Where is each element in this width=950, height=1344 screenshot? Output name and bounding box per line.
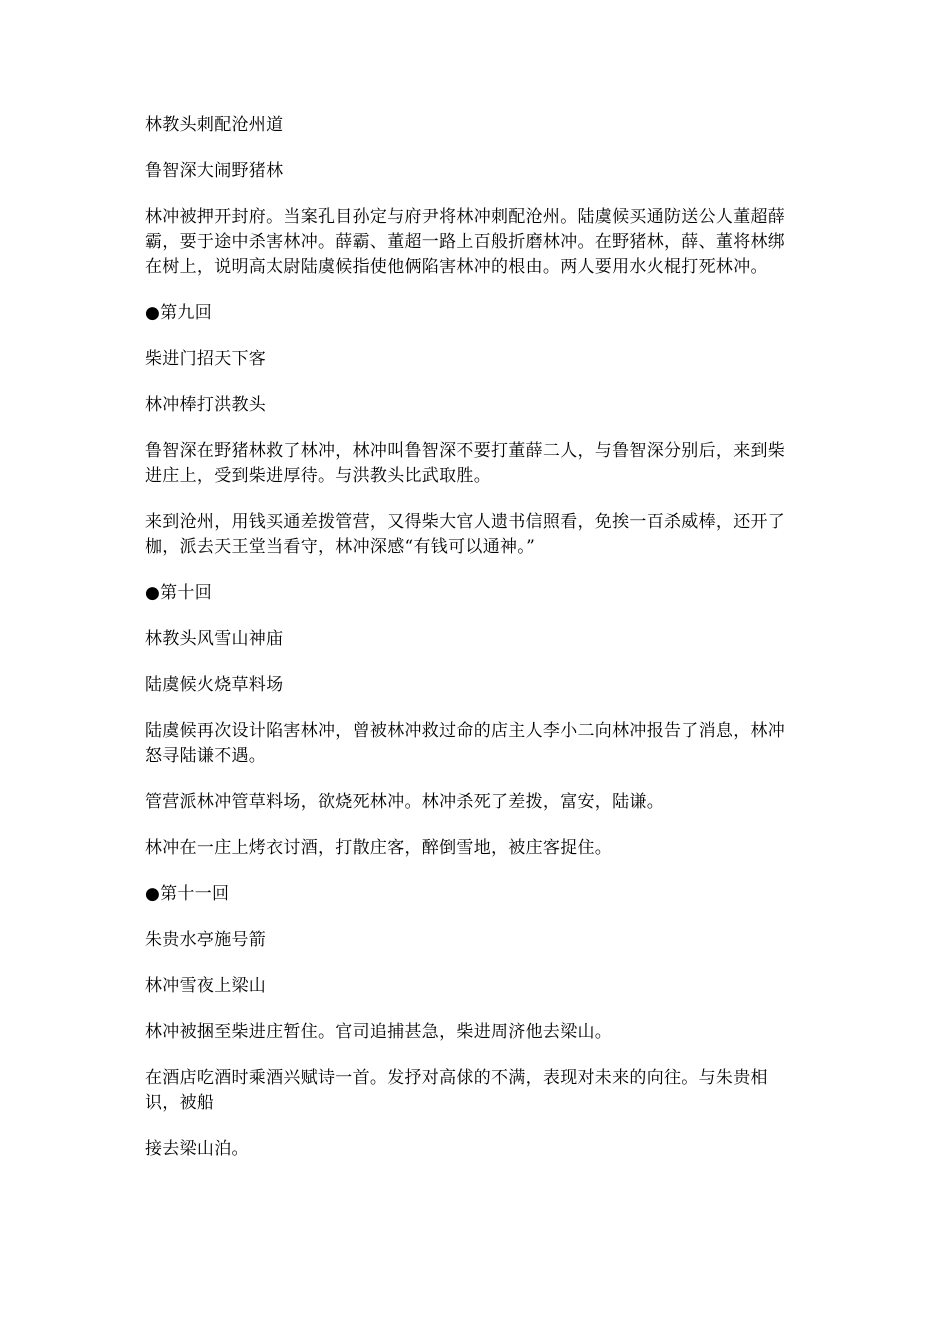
chapter-subtitle: 林冲棒打洪教头 [145, 395, 267, 415]
chapter-subtitle: 林教头刺配沧州道 [145, 115, 284, 135]
chapter-summary: 林冲被捆至柴进庄暂住。官司追捕甚急，柴进周济他去梁山。 [145, 1022, 613, 1042]
chapter-subtitle: 朱贵水亭施号箭 [145, 930, 267, 950]
chapter-heading: ●第十回 [145, 583, 213, 603]
chapter-subtitle: 柴进门招天下客 [145, 349, 267, 369]
chapter-summary: 林冲被押开封府。当案孔目孙定与府尹将林冲刺配沧州。陆虞候买通防送公人董超薛霸，要于途中杀害林冲。薛霸、董超一路上百般折磨林冲。在野猪林，薛、董将林绑在树上，说明高太尉陆虞候指使他俩陷害林冲的根由。两人要用水火棍打死林冲。 [145, 207, 786, 277]
chapter-summary: 来到沧州，用钱买通差拨管营，又得柴大官人遗书信照看，免挨一百杀威棒，还开了枷，派去天王堂当看守，林冲深感“有钱可以通神。” [145, 512, 786, 557]
document-body [145, 113, 800, 1183]
chapter-summary: 陆虞候再次设计陷害林冲，曾被林冲救过命的店主人李小二向林冲报告了消息，林冲怒寻陆谦不遇。 [145, 721, 786, 766]
chapter-summary: 管营派林冲管草料场，欲烧死林冲。林冲杀死了差拨，富安，陆谦。 [145, 792, 664, 812]
chapter-subtitle: 林教头风雪山神庙 [145, 629, 284, 649]
chapter-subtitle: 鲁智深大闹野猪林 [145, 161, 284, 181]
chapter-heading: ●第十一回 [145, 884, 230, 904]
chapter-summary: 林冲在一庄上烤衣讨酒，打散庄客，醉倒雪地，被庄客捉住。 [145, 838, 613, 858]
chapter-summary: 鲁智深在野猪林救了林冲，林冲叫鲁智深不要打董薛二人，与鲁智深分别后，来到柴进庄上，受到柴进厚待。与洪教头比武取胜。 [145, 441, 786, 486]
chapter-subtitle: 林冲雪夜上梁山 [145, 976, 267, 996]
chapter-summary: 在酒店吃酒时乘酒兴赋诗一首。发抒对高俅的不满，表现对未来的向往。与朱贵相识，被船 [145, 1068, 768, 1113]
chapter-subtitle: 陆虞候火烧草料场 [145, 675, 284, 695]
chapter-summary: 接去梁山泊。 [145, 1139, 249, 1159]
chapter-heading: ●第九回 [145, 303, 213, 323]
